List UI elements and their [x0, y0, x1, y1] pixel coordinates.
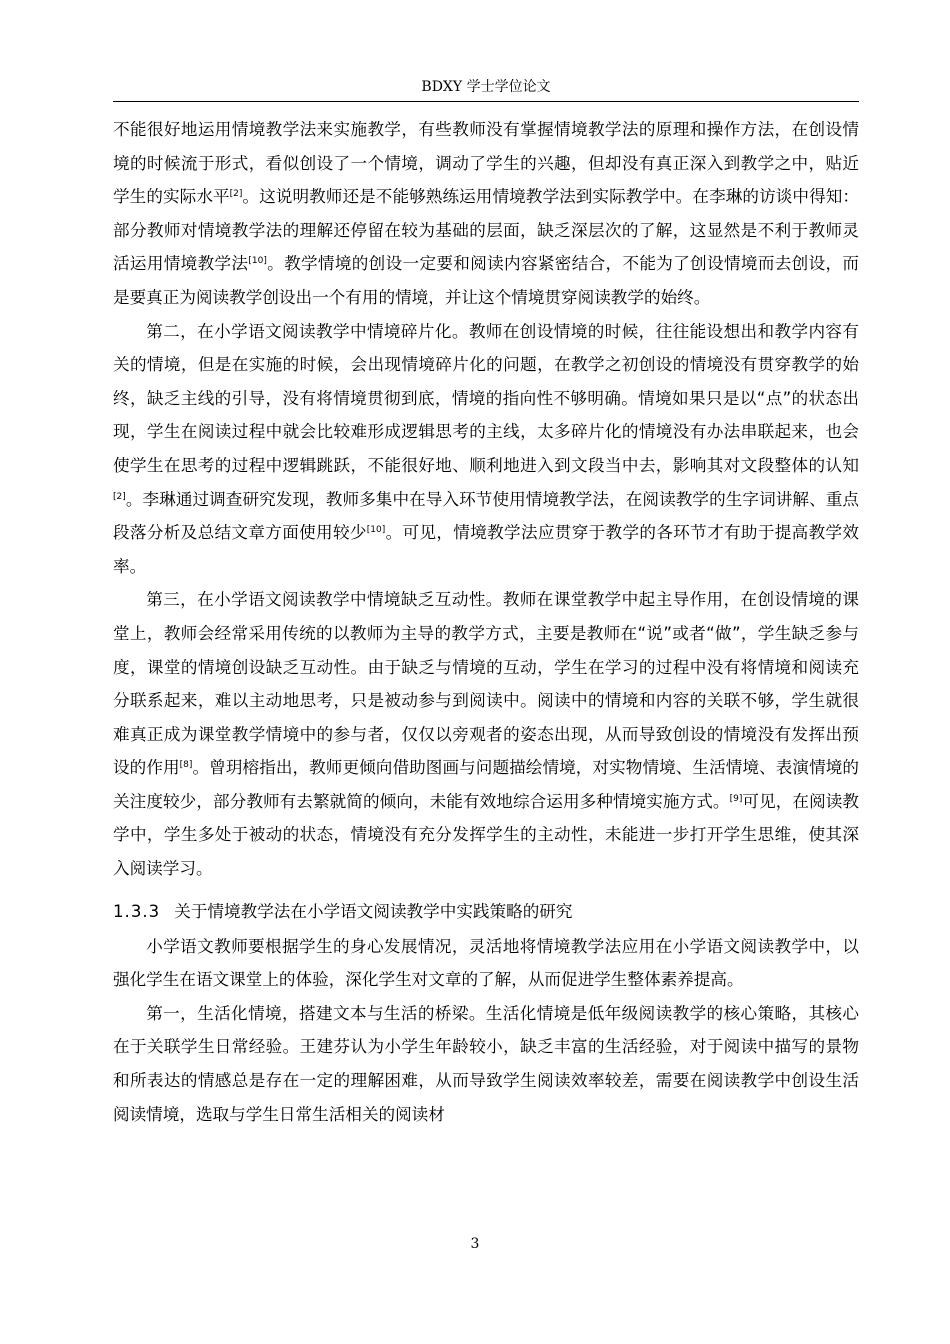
paragraph-text: 。可见，情境教学法应贯穿于教学的各环节才有助于提高教学效率。 — [113, 523, 860, 576]
citation-marker: [10] — [366, 525, 386, 536]
paragraph — [113, 930, 859, 997]
paragraph-text: 第三，在小学语文阅读教学中情境缺乏互动性。教师在课堂教学中起主导作用，在创设情境的课堂上，教师会经常采用传统的以教师为主导的教学方式，主要是教师在“说”或者“做”，学生缺乏参与度，课堂的情境创设缺乏互动性。由于缺乏与情境的互动，学生在学习的过程中没有将情境和阅读充分联系起来，难以主动地思考，只是被动参与到阅读中。阅读中的情境和内容的关联不够，学生就很难真正成为课堂教学情境中的参与者，仅仅以旁观者的姿态出现，从而导致创设的情境没有发挥出预设的作用 — [113, 590, 859, 778]
citation-marker: [10] — [248, 256, 267, 267]
paragraph-text: 第一，生活化情境，搭建文本与生活的桥梁。生活化情境是低年级阅读教学的核心策略，其核心在于关联学生日常经验。王建芬认为小学生年龄较小，缺乏丰富的生活经验，对于阅读中描写的景物和所表达的情感总是存在一定的理解困难，从而导致学生阅读效率较差，需要在阅读教学中创设生活阅读情境，选取与学生日常生活相关的阅读材 — [113, 1003, 859, 1124]
body-text — [113, 113, 859, 1131]
paragraph-group — [113, 113, 859, 886]
paragraph — [113, 315, 859, 584]
section-title: 关于情境教学法在小学语文阅读教学中实践策略的研究 — [174, 901, 573, 921]
running-header: BDXY 学士学位论文 — [421, 79, 551, 95]
paragraph-text: 。教学情境的创设一定要和阅读内容紧密结合，不能为了创设情境而去创设，而是要真正为阅读教学创设出一个有用的情境，并让这个情境贯穿阅读教学的始终。 — [113, 254, 860, 307]
paragraph-text: 小学语文教师要根据学生的身心发展情况，灵活地将情境教学法应用在小学语文阅读教学中，以强化学生在语文课堂上的体验，深化学生对文章的了解，从而促进学生整体素养提高。 — [113, 936, 859, 990]
citation-marker: [2] — [113, 491, 126, 502]
paragraph-text: 可见，在阅读教学中，学生多处于被动的状态，情境没有充分发挥学生的主动性，未能进一步打开学生思维，使其深入阅读学习。 — [113, 791, 860, 879]
paragraph-text: 。李琳通过调查研究发现，教师多集中在导入环节使用情境教学法，在阅读教学的生字词讲解、重点段落分析及总结文章方面使用较少 — [113, 489, 859, 543]
paragraph — [113, 583, 859, 885]
section-number: 1.3.3 — [113, 901, 161, 921]
paragraph-group — [113, 930, 859, 1132]
paragraph-text: 第二，在小学语文阅读教学中情境碎片化。教师在创设情境的时候，往往能设想出和教学内容有关的情境，但是在实施的时候，会出现情境碎片化的问题，在教学之初创设的情境没有贯穿教学的始终，缺乏主线的引导，没有将情境贯彻到底，情境的指向性不够明确。情境如果只是以“点”的状态出现，学生在阅读过程中就会比较难形成逻辑思考的主线，太多碎片化的情境没有办法串联起来，也会使学生在思考的过程中逻辑跳跃，不能很好地、顺利地进入到文段当中去，影响其对文段整体的认知 — [113, 321, 859, 475]
paragraph-text: 。这说明教师还是不能够熟练运用情境教学法到实际教学中。在李琳的访谈中得知：部分教师对情境教学法的理解还停留在较为基础的层面，缺乏深层次的了解，这显然是不利于教师灵活运用情境教学法 — [113, 187, 860, 274]
paragraph-text: 。曾玥榕指出，教师更倾向借助图画与问题描绘情境，对实物情境、生活情境、表演情境的关注度较少，部分教师有去繁就简的倾向，未能有效地综合运用多种情境实施方式。 — [113, 758, 860, 811]
citation-marker: [8] — [179, 760, 193, 771]
section-heading — [113, 898, 859, 926]
paragraph — [113, 997, 859, 1131]
citation-marker: [2] — [229, 189, 243, 200]
header-rule — [113, 101, 859, 102]
paragraph — [113, 113, 859, 315]
page-number: 3 — [470, 1236, 480, 1252]
paragraph-text: 不能很好地运用情境教学法来实施教学，有些教师没有掌握情境教学法的原理和操作方法，在创设情境的时候流于形式，看似创设了一个情境，调动了学生的兴趣，但却没有真正深入到教学之中，贴近学生的实际水平 — [113, 120, 859, 207]
citation-marker: [9] — [729, 793, 743, 804]
